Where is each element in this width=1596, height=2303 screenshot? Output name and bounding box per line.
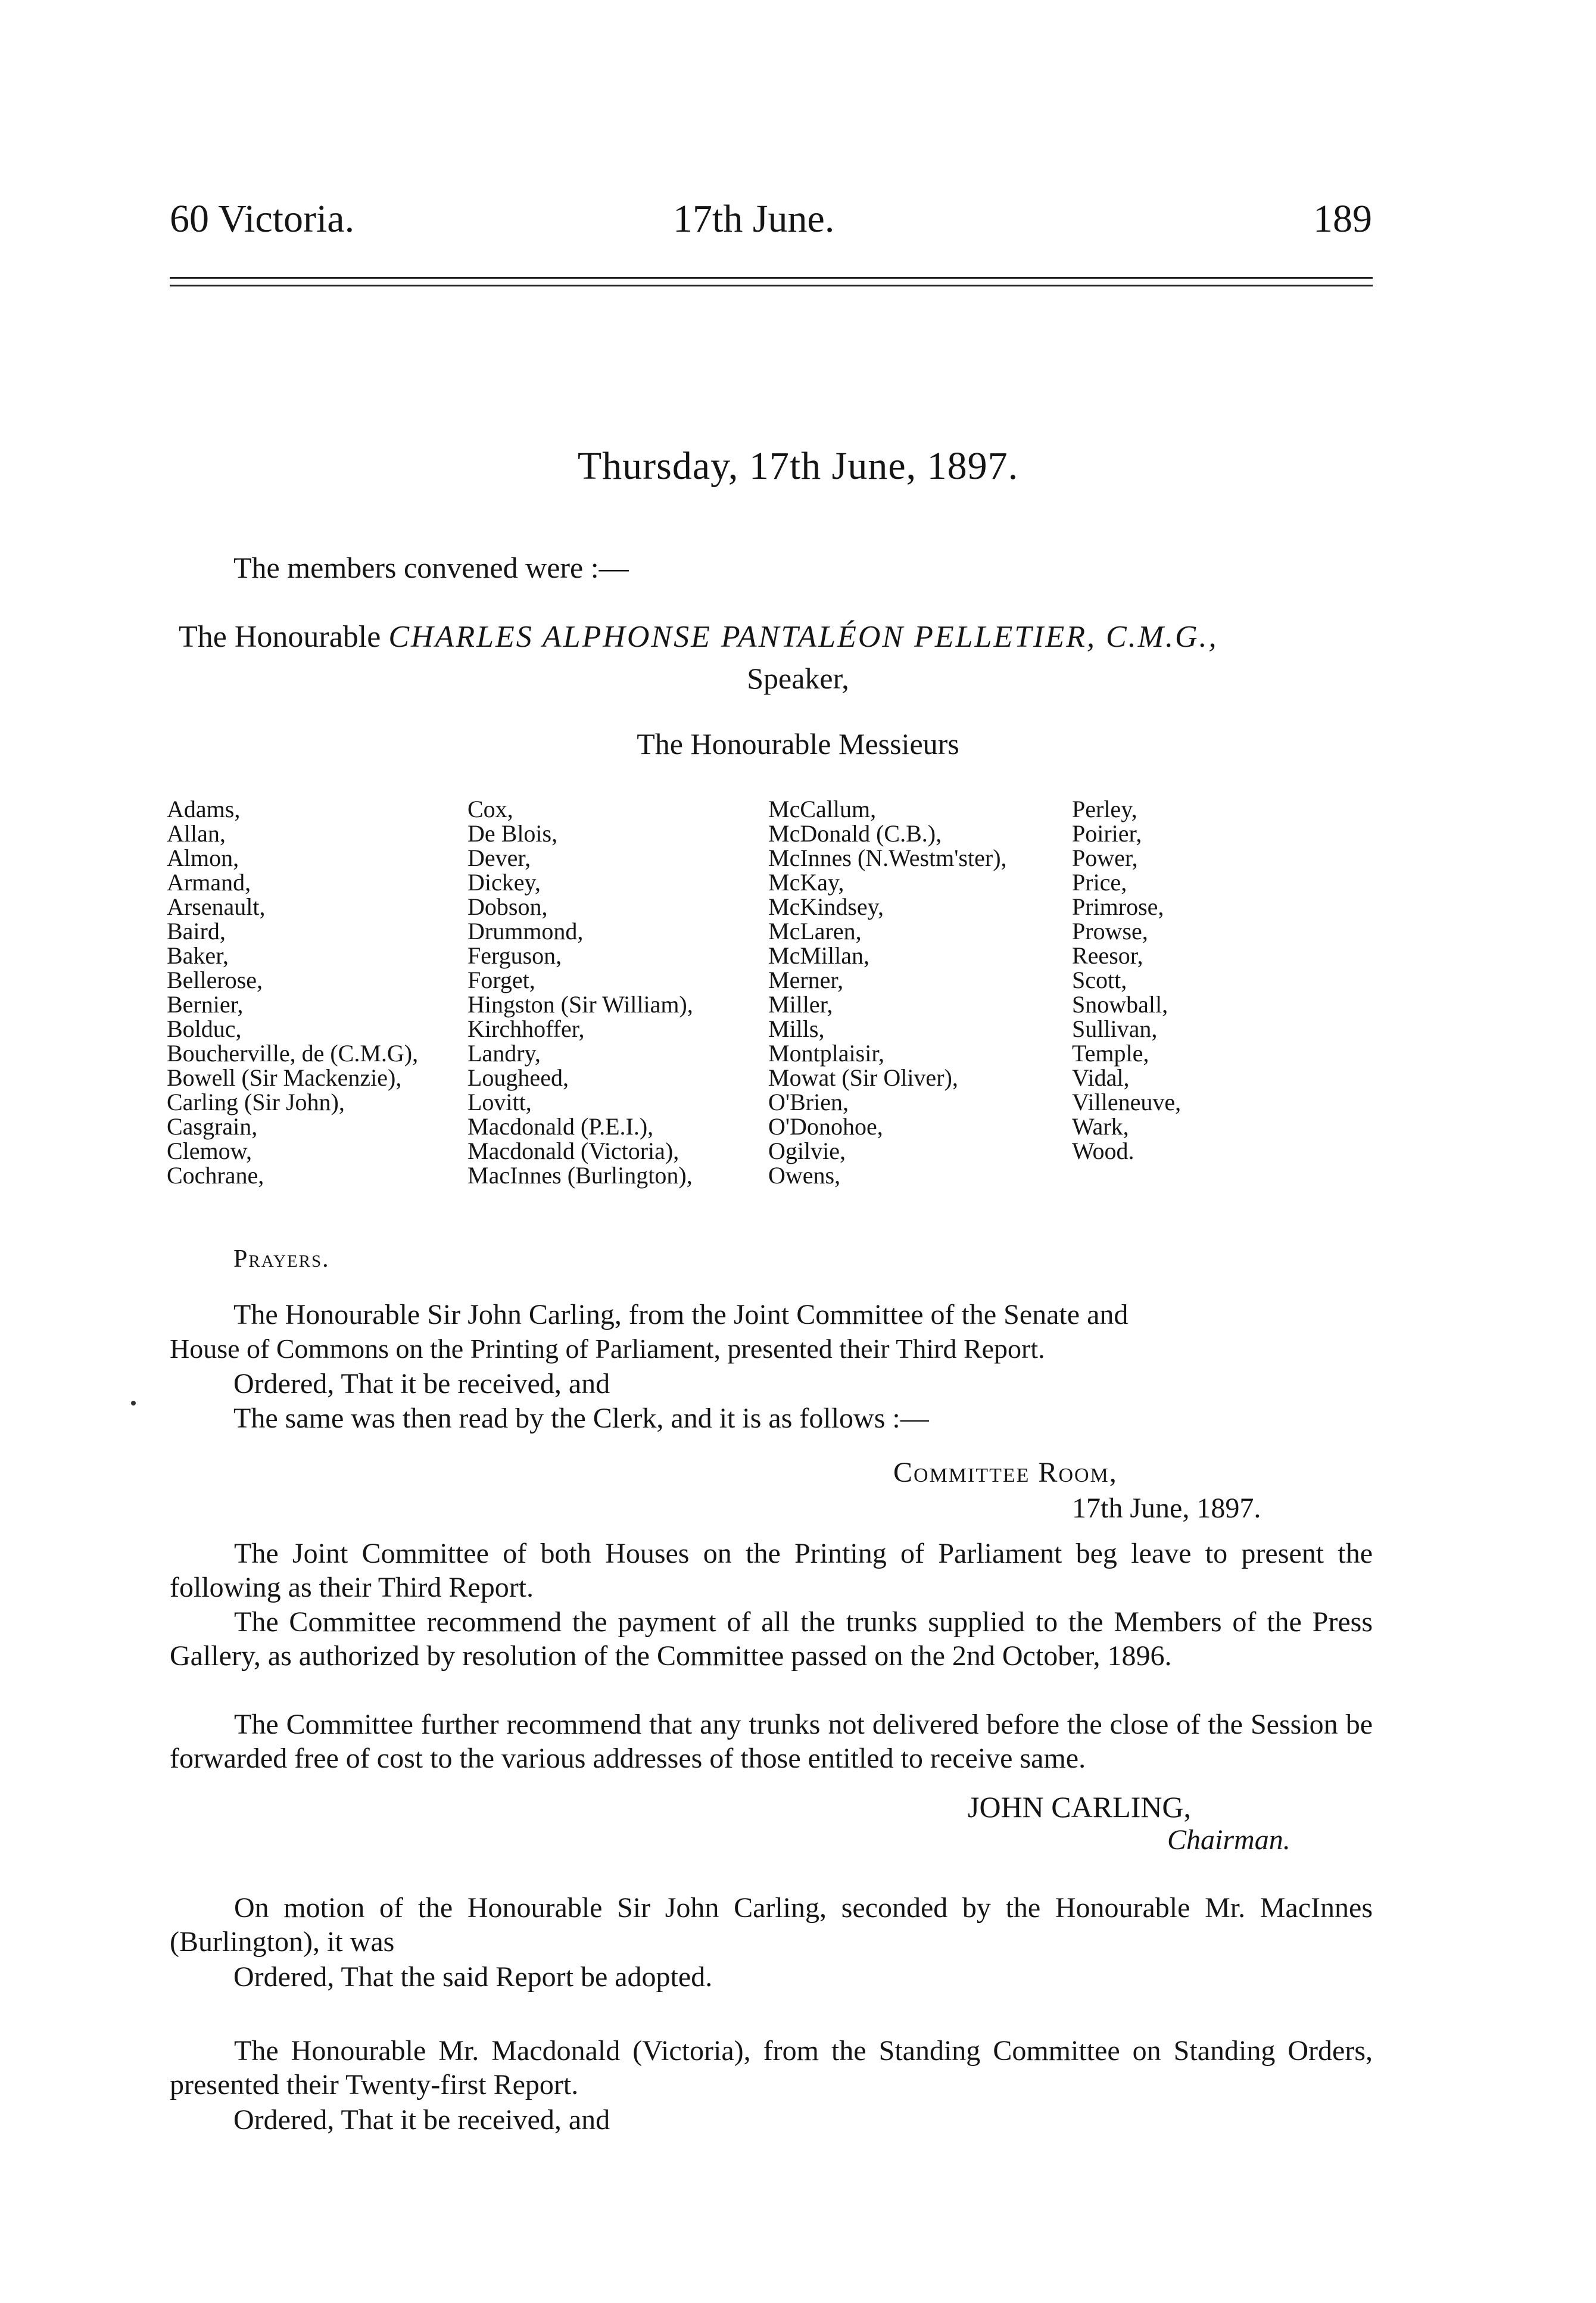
report-paragraph-1: The Joint Committee of both Houses on the Printing of Parliament beg leave to present the following as their Third Report. xyxy=(170,1538,1373,1603)
member-name: McMillan, xyxy=(768,942,869,969)
header-date: 17th June. xyxy=(673,197,835,241)
report-paragraph-3: The Committee further recommend that any trunks not delivered before the close of the Session be forwarded free of cost to the various addresses of those entitled to receive same. xyxy=(170,1709,1373,1774)
member-name: Perley, xyxy=(1072,796,1137,822)
member-name: Villeneuve, xyxy=(1072,1089,1182,1115)
member-name: Wood. xyxy=(1072,1138,1134,1164)
member-column-3 xyxy=(768,797,1007,1188)
member-column-4 xyxy=(1072,797,1181,1163)
header-session: 60 Victoria. xyxy=(170,197,355,241)
member-name: Drummond, xyxy=(467,918,584,945)
carling-ordered: Ordered, That it be received, and xyxy=(233,1368,610,1400)
member-name: McDonald (C.B.), xyxy=(768,820,942,847)
member-name: Mills, xyxy=(768,1015,825,1042)
member-name: Arsenault, xyxy=(167,893,266,920)
member-name: McKay, xyxy=(768,869,844,896)
carling-report-line2: House of Commons on the Printing of Parliament, presented their Third Report. xyxy=(170,1333,1045,1364)
member-name: Ferguson, xyxy=(467,942,562,969)
motion-ordered: Ordered, That the said Report be adopted. xyxy=(233,1961,713,1993)
member-name: Temple, xyxy=(1072,1040,1149,1067)
member-name: Kirchhoffer, xyxy=(467,1015,585,1042)
speaker-title: Speaker, xyxy=(747,662,849,695)
member-name: Armand, xyxy=(167,869,251,896)
member-name: Dickey, xyxy=(467,869,541,896)
member-name: Wark, xyxy=(1072,1113,1129,1140)
member-column-1 xyxy=(167,797,418,1188)
member-name: Baker, xyxy=(167,942,229,969)
member-name: Prowse, xyxy=(1072,918,1148,945)
signature-role: Chairman. xyxy=(1167,1824,1290,1856)
speaker-prefix: The Honourable xyxy=(179,620,381,654)
member-name: Clemow, xyxy=(167,1138,252,1164)
member-name: Dobson, xyxy=(467,893,548,920)
member-name: Montplaisir, xyxy=(768,1040,885,1067)
member-name: Allan, xyxy=(167,820,226,847)
committee-room-place: Committee Room, xyxy=(893,1457,1118,1488)
messieurs-heading: The Honourable Messieurs xyxy=(637,727,959,761)
member-name: Power, xyxy=(1072,844,1138,871)
margin-dot xyxy=(131,1401,136,1406)
carling-report-line1: The Honourable Sir John Carling, from the Joint Committee of the Senate and xyxy=(233,1299,1129,1330)
macdonald-ordered: Ordered, That it be received, and xyxy=(233,2104,610,2136)
carling-read: The same was then read by the Clerk, and it is as follows :— xyxy=(233,1403,929,1434)
speaker-line xyxy=(179,619,1218,655)
member-name: McLaren, xyxy=(768,918,862,945)
member-name: Adams, xyxy=(167,796,241,822)
member-name: Bolduc, xyxy=(167,1015,242,1042)
member-name: Poirier, xyxy=(1072,820,1142,847)
member-column-2 xyxy=(467,797,693,1188)
page-number: 189 xyxy=(1313,197,1372,241)
member-name: Cox, xyxy=(467,796,513,822)
member-name: Cochrane, xyxy=(167,1162,264,1189)
member-name: Macdonald (P.E.I.), xyxy=(467,1113,654,1140)
member-name: Forget, xyxy=(467,967,535,993)
committee-room-date: 17th June, 1897. xyxy=(1072,1492,1261,1524)
header-rule-bottom xyxy=(170,285,1373,286)
header-rule-top xyxy=(170,277,1373,279)
macdonald-report-paragraph: The Honourable Mr. Macdonald (Victoria), from the Standing Committee on Standing Orders, presented their Twenty-first Report. xyxy=(170,2035,1373,2101)
member-name: O'Brien, xyxy=(768,1089,849,1115)
member-name: Bernier, xyxy=(167,991,244,1018)
report-paragraph-2: The Committee recommend the payment of all the trunks supplied to the Members of the Press Gallery, as authorized by resolution of the Committee passed on the 2nd October, 1896. xyxy=(170,1606,1373,1672)
member-name: De Blois, xyxy=(467,820,558,847)
member-name: Mowat (Sir Oliver), xyxy=(768,1064,958,1091)
member-name: Landry, xyxy=(467,1040,541,1067)
member-name: Miller, xyxy=(768,991,833,1018)
member-name: Vidal, xyxy=(1072,1064,1130,1091)
member-name: Almon, xyxy=(167,844,239,871)
speaker-name: CHARLES ALPHONSE PANTALÉON PELLETIER, C.M.G., xyxy=(388,620,1218,654)
member-name: McInnes (N.Westm'ster), xyxy=(768,844,1007,871)
member-name: Primrose, xyxy=(1072,893,1164,920)
member-name: Merner, xyxy=(768,967,844,993)
signature-name: JOHN CARLING, xyxy=(968,1790,1191,1824)
member-name: Price, xyxy=(1072,869,1127,896)
member-name: Casgrain, xyxy=(167,1113,258,1140)
member-name: Bellerose, xyxy=(167,967,263,993)
member-name: Lovitt, xyxy=(467,1089,532,1115)
member-name: Bowell (Sir Mackenzie), xyxy=(167,1064,402,1091)
member-name: Hingston (Sir William), xyxy=(467,991,693,1018)
member-name: O'Donohoe, xyxy=(768,1113,883,1140)
member-name: McCallum, xyxy=(768,796,877,822)
member-name: MacInnes (Burlington), xyxy=(467,1162,693,1189)
member-name: McKindsey, xyxy=(768,893,884,920)
date-heading: Thursday, 17th June, 1897. xyxy=(577,444,1019,488)
member-name: Carling (Sir John), xyxy=(167,1089,345,1115)
member-name: Snowball, xyxy=(1072,991,1168,1018)
member-name: Dever, xyxy=(467,844,531,871)
member-name: Macdonald (Victoria), xyxy=(467,1138,679,1164)
members-intro: The members convened were :— xyxy=(233,551,629,584)
prayers-heading: Prayers. xyxy=(233,1245,330,1273)
member-name: Scott, xyxy=(1072,967,1127,993)
member-name: Lougheed, xyxy=(467,1064,569,1091)
member-name: Reesor, xyxy=(1072,942,1143,969)
member-name: Sullivan, xyxy=(1072,1015,1158,1042)
motion-paragraph: On motion of the Honourable Sir John Carling, seconded by the Honourable Mr. MacInnes (Burlington), it was xyxy=(170,1892,1373,1958)
member-name: Baird, xyxy=(167,918,226,945)
member-name: Owens, xyxy=(768,1162,841,1189)
member-name: Boucherville, de (C.M.G), xyxy=(167,1040,419,1067)
member-name: Ogilvie, xyxy=(768,1138,846,1164)
